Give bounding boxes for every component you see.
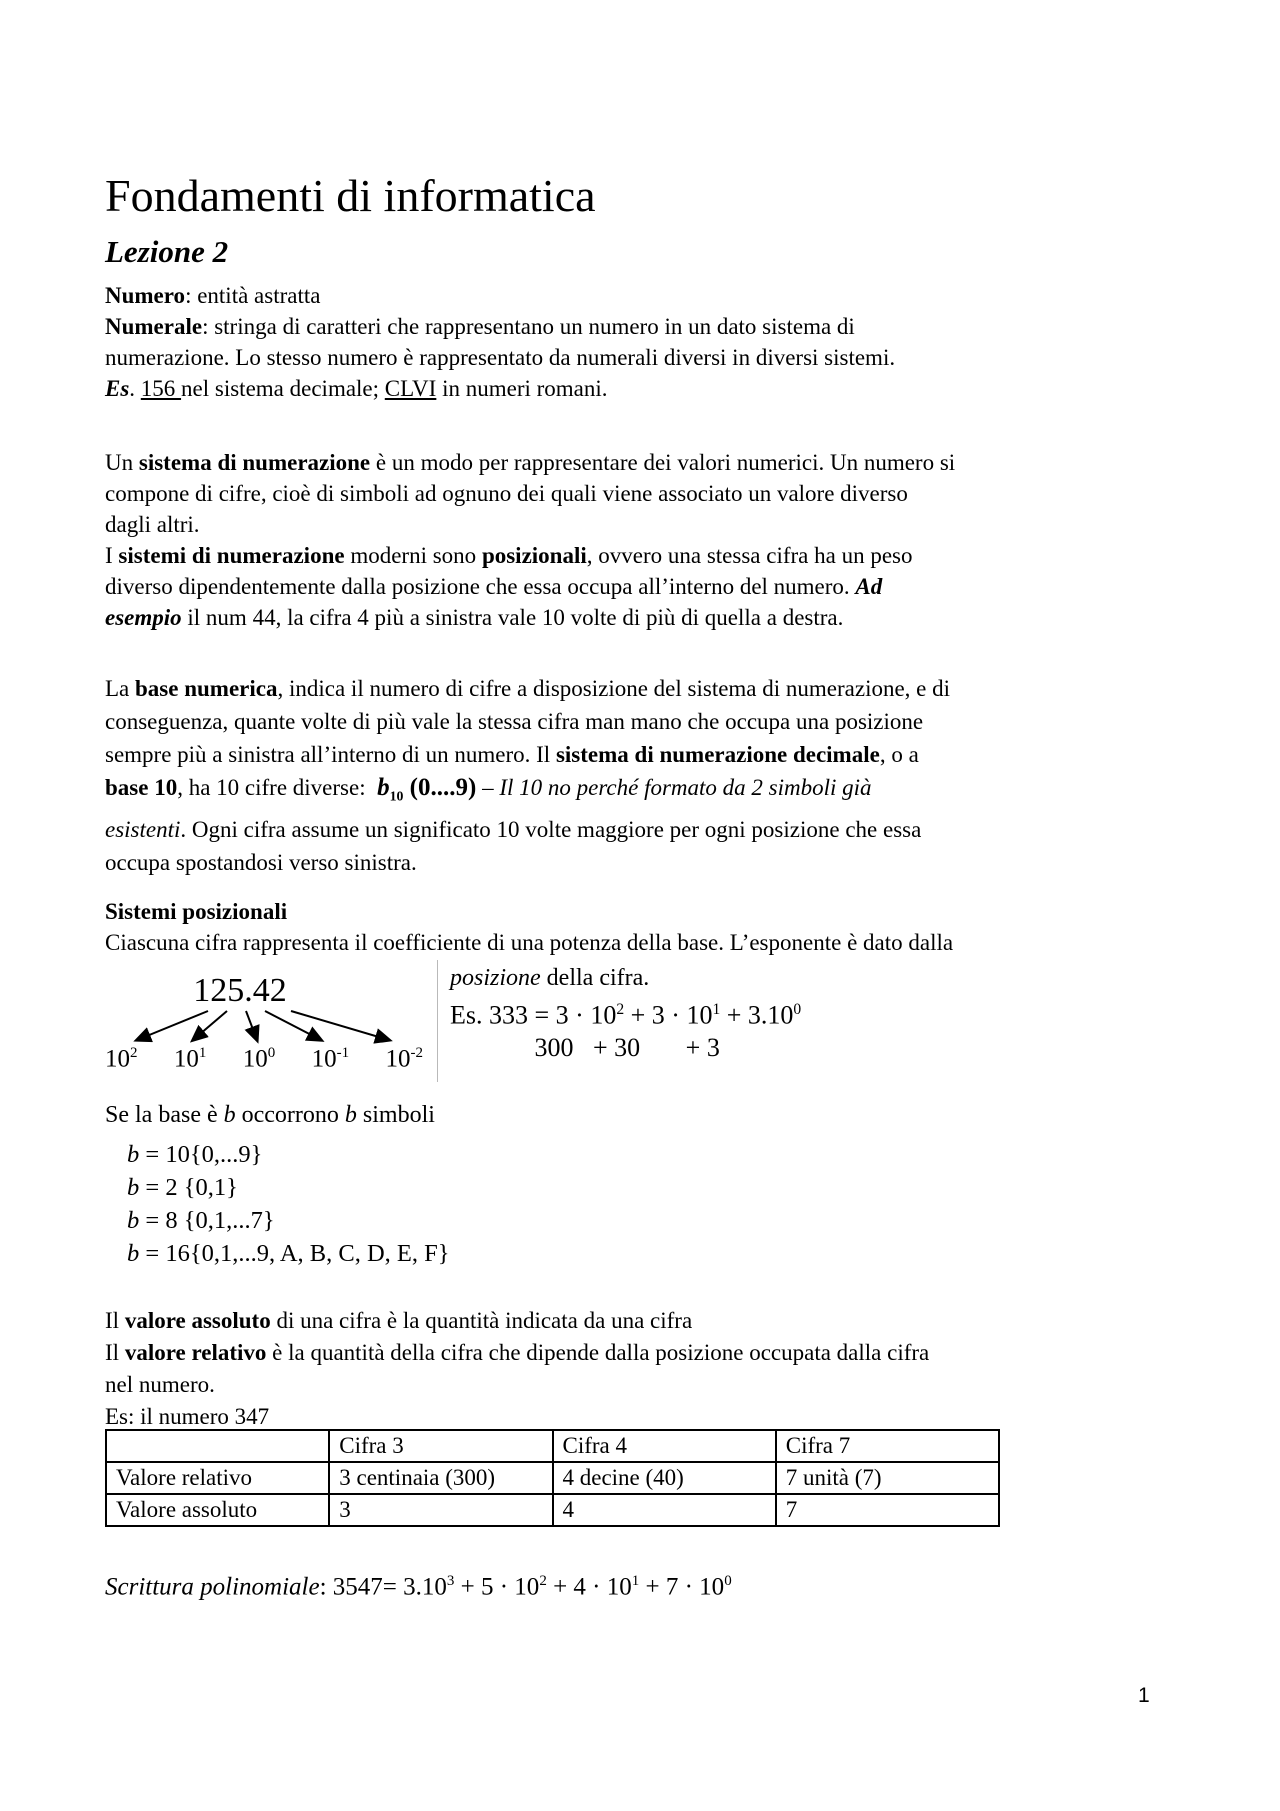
text-run: base numerica bbox=[135, 676, 278, 701]
text-run: occupa spostandosi verso sinistra. bbox=[105, 849, 417, 875]
text-run: Es: il numero 347 bbox=[105, 1404, 270, 1429]
text-run: Es bbox=[105, 376, 130, 401]
page-title: Fondamenti di informatica bbox=[105, 169, 596, 221]
text-run: Ad bbox=[855, 574, 883, 599]
text-run: = 10{0,...9} bbox=[139, 1141, 263, 1168]
text-run: nel sistema decimale; bbox=[181, 376, 385, 401]
text-run: , ha 10 cifre diverse: bbox=[177, 775, 378, 800]
power-label bbox=[243, 1045, 276, 1073]
paragraph-numero-numerale bbox=[105, 280, 1005, 404]
table-header-cell: Cifra 7 bbox=[776, 1430, 999, 1462]
text-run: posizione bbox=[450, 965, 541, 991]
text-line bbox=[105, 311, 1005, 342]
text-line bbox=[105, 738, 1005, 771]
text-line bbox=[105, 602, 1005, 633]
text-line bbox=[127, 1237, 1027, 1270]
scrittura-polinomiale-line bbox=[105, 1565, 1005, 1603]
text-run: Numero bbox=[105, 283, 186, 308]
text-run: 0 bbox=[793, 1001, 802, 1018]
text-run: : entità astratta bbox=[185, 283, 321, 308]
paragraph-valore-assoluto-relativo bbox=[105, 1305, 1005, 1433]
posizione-line bbox=[450, 964, 1005, 992]
table-cell: 3 bbox=[329, 1494, 552, 1526]
text-run: 1 bbox=[712, 1001, 721, 1018]
table-header-cell bbox=[106, 1430, 329, 1462]
text-run: compone di cifre, cioè di simboli ad ognuno dei quali viene associato un valore diverso bbox=[105, 481, 908, 506]
table-header-cell: Cifra 4 bbox=[553, 1430, 776, 1462]
text-run: 3 bbox=[446, 1573, 455, 1589]
table-cell: 7 unità (7) bbox=[776, 1462, 999, 1494]
text-run: 1 bbox=[198, 1045, 207, 1061]
text-run: numerazione. Lo stesso numero è rappresentato da numerali diversi in diversi sistemi. bbox=[105, 345, 896, 370]
text-line bbox=[105, 705, 1005, 738]
power-label bbox=[105, 1045, 138, 1073]
base-symbols-line bbox=[105, 1100, 1005, 1130]
diagram-left-panel bbox=[105, 960, 438, 1082]
text-run: + 3 · 10 bbox=[624, 1000, 713, 1030]
text-run: in numeri romani. bbox=[436, 376, 608, 401]
power-label bbox=[174, 1045, 207, 1073]
text-run: 10 bbox=[173, 1045, 199, 1073]
text-run: : stringa di caratteri che rappresentano un numero in un dato sistema di bbox=[202, 314, 855, 339]
text-run: Numerale bbox=[105, 314, 203, 339]
text-run: valore relativo bbox=[124, 1340, 267, 1365]
text-run: diverso dipendentemente dalla posizione che essa occupa all’interno del numero. bbox=[105, 574, 856, 599]
sistemi-intro-line: Ciascuna cifra rappresenta il coefficiente di una potenza della base. L’esponente è dato dalla bbox=[105, 930, 954, 955]
text-run: + 4 · 10 bbox=[546, 1573, 632, 1601]
table-cell: Valore assoluto bbox=[106, 1494, 329, 1526]
text-line bbox=[127, 1204, 1027, 1237]
text-run: 2 bbox=[539, 1573, 547, 1589]
text-run: = 16{0,1,...9, A, B, C, D, E, F} bbox=[139, 1240, 450, 1267]
text-run: Il 10 no perché formato da 2 simboli già bbox=[499, 775, 872, 800]
text-run: 10 bbox=[105, 1045, 130, 1073]
text-run: . Ogni cifra assume un significato 10 volte maggiore per ogni posizione che essa bbox=[180, 816, 922, 842]
text-line bbox=[105, 1369, 1005, 1401]
text-run: + 3.10 bbox=[720, 1000, 794, 1030]
power-label bbox=[386, 1045, 424, 1073]
text-run: valore assoluto bbox=[124, 1308, 271, 1333]
text-run: b bbox=[127, 1174, 140, 1201]
text-run: della cifra. bbox=[540, 965, 650, 991]
text-run: , ovvero una stessa cifra ha un peso bbox=[586, 543, 913, 568]
text-run: 10 bbox=[311, 1045, 337, 1073]
text-run: 10 bbox=[242, 1045, 268, 1073]
table-cell: 4 decine (40) bbox=[553, 1462, 776, 1494]
text-line bbox=[105, 373, 1005, 404]
text-run: (0....9) bbox=[403, 774, 477, 801]
example-equation bbox=[450, 994, 1005, 1032]
table-header-cell: Cifra 3 bbox=[329, 1430, 552, 1462]
positional-diagram bbox=[105, 960, 1005, 1082]
text-run: La bbox=[105, 676, 136, 701]
text-run: occorrono bbox=[235, 1102, 345, 1128]
text-run: b bbox=[127, 1141, 140, 1168]
cifre-values-table bbox=[105, 1429, 1000, 1527]
text-line bbox=[105, 771, 1005, 813]
text-run: 2 bbox=[616, 1001, 625, 1018]
text-run: , o a bbox=[879, 742, 919, 767]
text-run: è un modo per rappresentare dei valori numerici. Un numero si bbox=[370, 450, 956, 475]
text-run: simboli bbox=[356, 1102, 435, 1128]
text-run: esistenti bbox=[105, 816, 181, 842]
text-run: Es. 333 = 3 · 10 bbox=[450, 1000, 617, 1030]
text-run: Se la base è bbox=[105, 1102, 224, 1128]
text-line bbox=[105, 447, 1005, 478]
text-run: Il bbox=[105, 1308, 125, 1333]
text-run: 10 bbox=[389, 788, 404, 804]
table-cell: 4 bbox=[553, 1494, 776, 1526]
text-run: + 5 · 10 bbox=[454, 1573, 540, 1601]
text-line bbox=[105, 672, 1005, 705]
text-run: b bbox=[127, 1240, 140, 1267]
table-cell: Valore relativo bbox=[106, 1462, 329, 1494]
text-line bbox=[105, 846, 1005, 879]
text-line bbox=[105, 342, 1005, 373]
text-run: dagli altri. bbox=[105, 512, 200, 537]
text-run: 1 bbox=[631, 1573, 640, 1589]
table-header-row bbox=[106, 1430, 999, 1462]
text-run: -1 bbox=[336, 1045, 350, 1061]
text-line bbox=[105, 813, 1005, 846]
page-subtitle: Lezione 2 bbox=[105, 233, 229, 269]
text-run: -2 bbox=[410, 1045, 423, 1061]
text-run: Il bbox=[105, 1340, 125, 1365]
text-run: moderni sono bbox=[344, 543, 482, 568]
text-line bbox=[105, 540, 1005, 571]
text-line bbox=[127, 1138, 1027, 1171]
diagram-number: 125.42 bbox=[193, 972, 287, 1009]
text-line bbox=[105, 280, 1005, 311]
text-run: + 7 · 10 bbox=[639, 1573, 725, 1601]
text-run: CLVI bbox=[384, 376, 437, 401]
text-run: base 10 bbox=[105, 775, 178, 800]
text-run: il num 44, la cifra 4 più a sinistra vale 10 volte di più di quella a destra. bbox=[181, 605, 844, 630]
text-run: 156 bbox=[140, 376, 182, 401]
text-run: I bbox=[105, 543, 119, 568]
text-line bbox=[105, 1305, 1005, 1337]
text-run: 0 bbox=[267, 1045, 276, 1061]
text-run: = 2 {0,1} bbox=[139, 1174, 238, 1201]
text-run: posizionali bbox=[481, 543, 587, 568]
text-run: b bbox=[377, 774, 390, 801]
text-run: 2 bbox=[130, 1045, 138, 1061]
text-run: esempio bbox=[105, 605, 182, 630]
equation-sums: 300 + 30 + 3 bbox=[450, 1032, 720, 1062]
table-row bbox=[106, 1462, 999, 1494]
text-run: . bbox=[129, 376, 141, 401]
text-run: – bbox=[476, 775, 500, 800]
text-run: sistema di numerazione bbox=[138, 450, 371, 475]
text-run: Scrittura polinomiale bbox=[105, 1573, 320, 1601]
page-number: 1 bbox=[1138, 1684, 1150, 1707]
text-line bbox=[105, 509, 1005, 540]
table-row bbox=[106, 1494, 999, 1526]
text-run: sempre più a sinistra all’interno di un numero. Il bbox=[105, 742, 556, 767]
text-run: conseguenza, quante volte di più vale la stessa cifra man mano che occupa una posizione bbox=[105, 709, 924, 734]
text-line bbox=[127, 1171, 1027, 1204]
paragraph-base-numerica bbox=[105, 672, 1005, 879]
text-run: Un bbox=[105, 450, 139, 475]
bases-list bbox=[127, 1138, 1027, 1270]
text-line bbox=[105, 1337, 1005, 1369]
section-heading-sistemi-posizionali: Sistemi posizionali bbox=[105, 899, 288, 924]
text-run: , indica il numero di cifre a disposizione del sistema di numerazione, e di bbox=[277, 676, 951, 701]
text-run: nel numero. bbox=[105, 1372, 215, 1397]
text-line bbox=[105, 478, 1005, 509]
power-label bbox=[312, 1045, 350, 1073]
diagram-right-panel bbox=[438, 960, 1005, 1082]
table-cell: 3 centinaia (300) bbox=[329, 1462, 552, 1494]
text-run: b bbox=[127, 1207, 140, 1234]
text-run: : 3547= 3.10 bbox=[319, 1573, 447, 1601]
text-run: 0 bbox=[724, 1573, 732, 1589]
text-run: di una cifra è la quantità indicata da una cifra bbox=[270, 1308, 693, 1333]
power-labels-row bbox=[105, 1045, 423, 1073]
text-run: = 8 {0,1,...7} bbox=[139, 1207, 275, 1234]
fan-arrows-icon bbox=[105, 1009, 435, 1045]
text-run: b bbox=[344, 1102, 357, 1128]
text-run: sistema di numerazione decimale bbox=[555, 742, 880, 767]
paragraph-sistema-di-numerazione bbox=[105, 447, 1005, 633]
table-cell: 7 bbox=[776, 1494, 999, 1526]
text-run: sistemi di numerazione bbox=[118, 543, 345, 568]
text-run: b bbox=[223, 1102, 236, 1128]
text-run: è la quantità della cifra che dipende dalla posizione occupata dalla cifra bbox=[266, 1340, 930, 1365]
text-line bbox=[105, 571, 1005, 602]
text-run: 10 bbox=[385, 1045, 411, 1073]
